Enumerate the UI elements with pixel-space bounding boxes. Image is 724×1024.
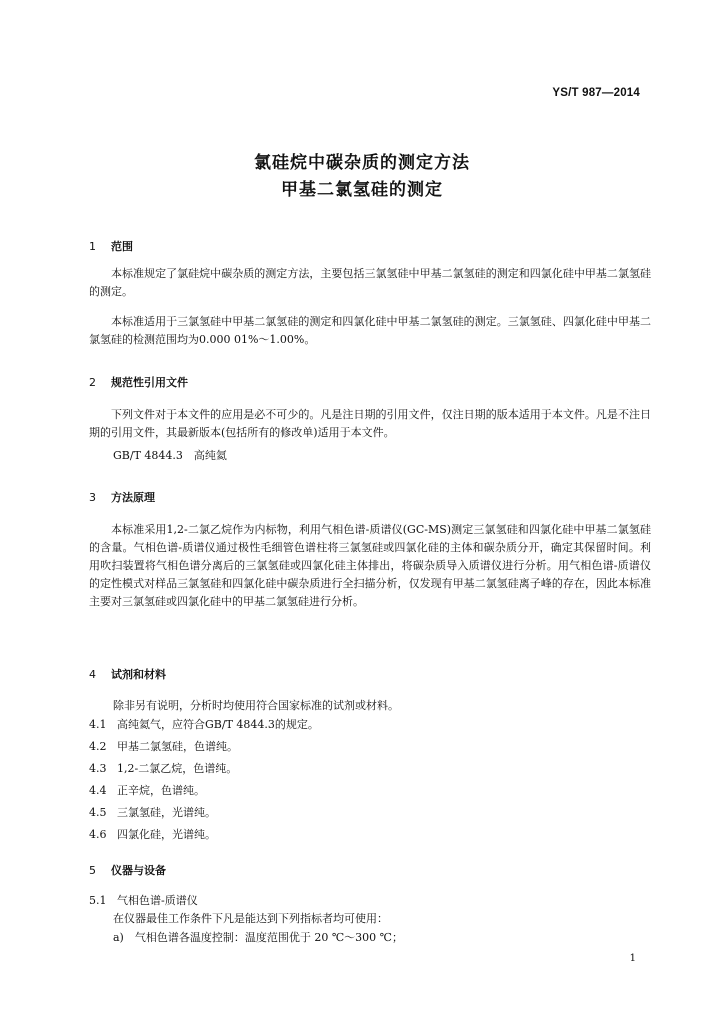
section-heading-principle — [89, 489, 155, 505]
subsection-heading — [89, 892, 198, 910]
section-number: 5 — [89, 864, 96, 877]
item-text: 甲基二氯氢硅，色谱纯。 — [117, 740, 238, 753]
section-heading-reagents — [89, 666, 166, 682]
reference-item: GB/T 4844.3 高纯氦 — [113, 449, 227, 462]
item-number: 4.2 — [89, 740, 107, 753]
item-number: 4.1 — [89, 718, 107, 731]
paragraph: 本标准采用1,2-二氯乙烷作为内标物，利用气相色谱-质谱仪(GC-MS)测定三氯氢硅和四氯化硅中甲基二氯氢硅的含量。气相色谱-质谱仪通过极性毛细管色谱柱将三氯氢硅或四氯化硅的主体和碳杂质分开，确定其保留时间。利用吹扫装置将气相色谱分离后的三氯氢硅或四氯化硅主体排出，将碳杂质导入质谱仪进行分析。用气相色谱-质谱仪的定性模式对样品三氯氢硅和四氯化硅中碳杂质进行全扫描分析，仅发现有甲基二氯氢硅离子峰的存在，因此本标准主要对三氯氢硅或四氯化硅中的甲基二氯氢硅进行分析。 — [89, 523, 651, 608]
section-number: 2 — [89, 376, 96, 389]
item-number: 4.6 — [89, 828, 107, 841]
page-number: 1 — [629, 953, 636, 964]
item-number: 4.5 — [89, 806, 107, 819]
section-heading-scope — [89, 238, 133, 254]
section-number: 3 — [89, 491, 96, 504]
section-title: 试剂和材料 — [111, 668, 166, 681]
item-text: 正辛烷，色谱纯。 — [117, 784, 205, 797]
section-title: 规范性引用文件 — [111, 376, 188, 389]
document-title: 氯硅烷中碳杂质的测定方法 — [254, 153, 470, 173]
section-number: 1 — [89, 240, 96, 253]
list-item: a) 气相色谱各温度控制：温度范围优于 20 ℃～300 ℃； — [113, 931, 403, 944]
document-code: YS/T 987—2014 — [552, 87, 640, 99]
list-item — [89, 826, 216, 844]
section-title: 仪器与设备 — [111, 864, 166, 877]
item-text: 高纯氦气，应符合GB/T 4844.3的规定。 — [117, 718, 319, 731]
item-text: 三氯氢硅，光谱纯。 — [117, 806, 216, 819]
item-number: 4.3 — [89, 762, 107, 775]
section-number: 4 — [89, 668, 96, 681]
paragraph: 除非另有说明，分析时均使用符合国家标准的试剂或材料。 — [113, 699, 399, 712]
paragraph: 下列文件对于本文件的应用是必不可少的。凡是注日期的引用文件，仅注日期的版本适用于本文件。凡是不注日期的引用文件，其最新版本(包括所有的修改单)适用于本文件。 — [89, 408, 651, 439]
item-number: 5.1 — [89, 894, 107, 907]
document-subtitle: 甲基二氯氢硅的测定 — [281, 180, 443, 200]
section-title: 方法原理 — [111, 491, 155, 504]
list-item — [89, 716, 319, 734]
item-text: 气相色谱-质谱仪 — [117, 894, 198, 907]
paragraph: 本标准适用于三氯氢硅中甲基二氯氢硅的测定和四氯化硅中甲基二氯氢硅的测定。三氯氢硅、四氯化硅中甲基二氯氢硅的检测范围均为0.000 01%～1.00%。 — [89, 315, 651, 346]
item-text: 四氯化硅，光谱纯。 — [117, 828, 216, 841]
list-item — [89, 760, 237, 778]
section-heading-apparatus — [89, 862, 166, 878]
list-item — [89, 804, 216, 822]
paragraph: 本标准规定了氯硅烷中碳杂质的测定方法，主要包括三氯氢硅中甲基二氯氢硅的测定和四氯化硅中甲基二氯氢硅的测定。 — [89, 267, 651, 298]
item-number: 4.4 — [89, 784, 107, 797]
section-heading-normative-references — [89, 374, 188, 390]
paragraph: 在仪器最佳工作条件下凡是能达到下列指标者均可使用： — [113, 912, 388, 925]
section-title: 范围 — [111, 240, 133, 253]
item-text: 1,2-二氯乙烷，色谱纯。 — [117, 762, 238, 775]
list-item — [89, 738, 238, 756]
list-item — [89, 782, 205, 800]
